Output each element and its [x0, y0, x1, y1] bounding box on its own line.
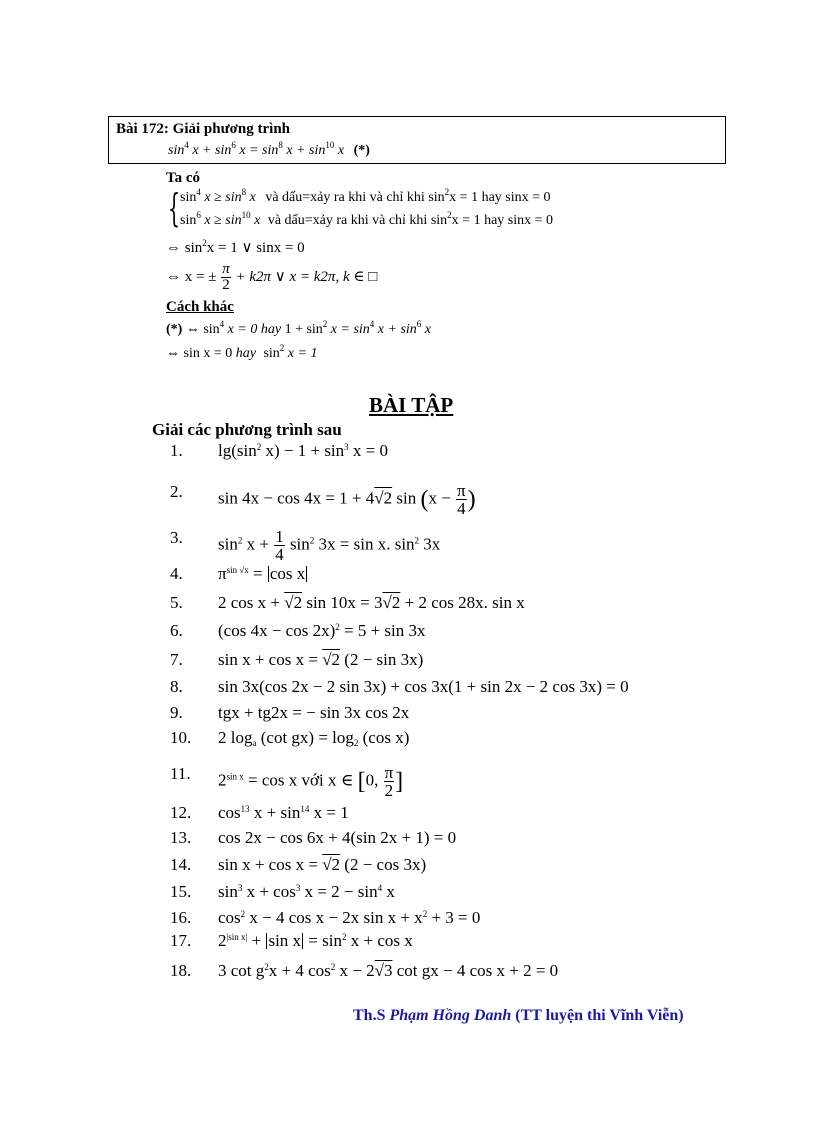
exercise-equation-6: (cos 4x − cos 2x)$^2$ = 5 + sin 3x [218, 621, 426, 640]
exercise-equation-8: sin 3x(cos 2x − 2 sin 3x) + cos 3x(1 + sin 2x − 2 cos 3x) = 0 [218, 677, 629, 696]
solution-line-3: ⇔ $\sin^2x = 1$ ∨ sinx = 0 [166, 238, 305, 256]
exercise-number: 3. [170, 528, 183, 547]
exercise-number: 9. [170, 703, 183, 722]
exercise-number: 16. [170, 908, 192, 927]
exercise-equation-2: sin 4x − cos 4x = 1 + 4√2 sin (x − $\frac{\pi}{4}$ ) [218, 481, 476, 518]
exercise-equation-15: $\sin^3 x + \cos^3 x = 2 - \sin^4 x$ [218, 882, 395, 901]
solution-line-2: $\sin^6 x \ge \sin^{10} x$ và dấu=xảy ra khi và chỉ khi $\sin^2x = 1$ hay sinx = 0 [180, 210, 554, 228]
exercise-number: 1. [170, 441, 183, 460]
exercise-number: 5. [170, 593, 183, 612]
problem-title: Bài 172: Giải phương trình [116, 121, 291, 137]
exercise-number: 6. [170, 621, 183, 640]
exercise-equation-11: $2^{sin x} = \cos x$ với x ∈ [0, $\frac{\pi}{2}$ ] [218, 763, 404, 800]
exercise-number: 14. [170, 855, 192, 874]
exercise-equation-9: tgx + tg2x = − sin 3x cos 2x [218, 703, 410, 722]
exercise-number: 11. [170, 764, 191, 783]
exercise-equation-13: cos 2x − cos 6x + 4(sin 2x + 1) = 0 [218, 828, 457, 847]
exercises-subheading: Giải các phương trình sau [152, 420, 342, 439]
exercise-equation-10: 2 $\log_a (\cot$ $gx) = \log_2 (\cos$ x) [218, 728, 410, 748]
exercise-equation-14: sin x + cos x = √2 (2 − cos 3x) [218, 855, 427, 874]
alternative-line-2: ⇔ sin x = 0 hay $\sin^2 x = 1$ [166, 343, 318, 361]
alternative-heading: Cách khác [166, 299, 234, 315]
exercise-equation-12: $\cos^{13} x + \sin^{14} x = 1$ [218, 803, 349, 822]
exercise-number: 17. [170, 931, 192, 950]
exercises-heading: BÀI TẬP [369, 393, 454, 417]
exercise-equation-1: $\lg(\sin^2$ $x) - 1 + \sin^3 x = 0$ [218, 441, 389, 460]
solution-heading: Ta có [166, 170, 201, 186]
exercise-equation-7: sin x + cos x = √2 (2 − sin 3x) [218, 650, 424, 669]
exercise-equation-4: $\pi^{sin √x} = \cos x$ [218, 564, 306, 583]
exercise-number: 2. [170, 482, 183, 501]
solution-line-4: ⇔ x = ± $\frac{\pi}{2}$ + k2π ∨ x = k2π, k ∈ □ [166, 261, 378, 293]
exercise-number: 8. [170, 677, 183, 696]
exercise-number: 10. [170, 728, 192, 747]
exercise-equation-17: $2^{|sin x|} + \sin x = \sin^2 x + \cos x$ [218, 931, 413, 950]
solution-line-1: $\sin^4 x \ge \sin^8 x$ và dấu=xảy ra khi và chỉ khi $\sin^2x = 1$ hay sinx = 0 [180, 187, 551, 205]
exercise-equation-3: $\sin^2 x$ + $\frac{1}{4}$ $\sin^2 3x = \sin x$. $\sin^2 3x$ [218, 527, 441, 564]
exercise-number: 12. [170, 803, 192, 822]
exercise-equation-16: $\cos^2 x - 4$ cos x − 2x $\sin x + x^2 + 3 = 0$ [218, 908, 481, 927]
exercise-number: 18. [170, 961, 192, 980]
alternative-line-1: (*) ⇔ $\sin^4 x = 0$ hay $1 + \sin^2 x = \sin^4 x + \sin^6 x$ [166, 319, 432, 337]
exercise-equation-18: 3 $\cot g^2x + 4$ $\cos^2 x - 2√3$ cot gx − 4 cos x + 2 = 0 [218, 961, 559, 980]
left-brace: { [168, 186, 181, 230]
problem-equation: $\sin^4 x + \sin^6 x = \sin^8 x + \sin^{10} x$ (*) [168, 140, 370, 158]
exercise-number: 15. [170, 882, 192, 901]
author-footer: Th.S Phạm Hồng Danh (TT luyện thi Vĩnh Viễn) [353, 1007, 684, 1024]
exercise-number: 4. [170, 564, 183, 583]
exercise-equation-5: 2 cos x + √2 sin 10x = 3√2 + 2 cos 28x. sin x [218, 593, 525, 612]
exercise-number: 7. [170, 650, 183, 669]
exercise-number: 13. [170, 828, 192, 847]
